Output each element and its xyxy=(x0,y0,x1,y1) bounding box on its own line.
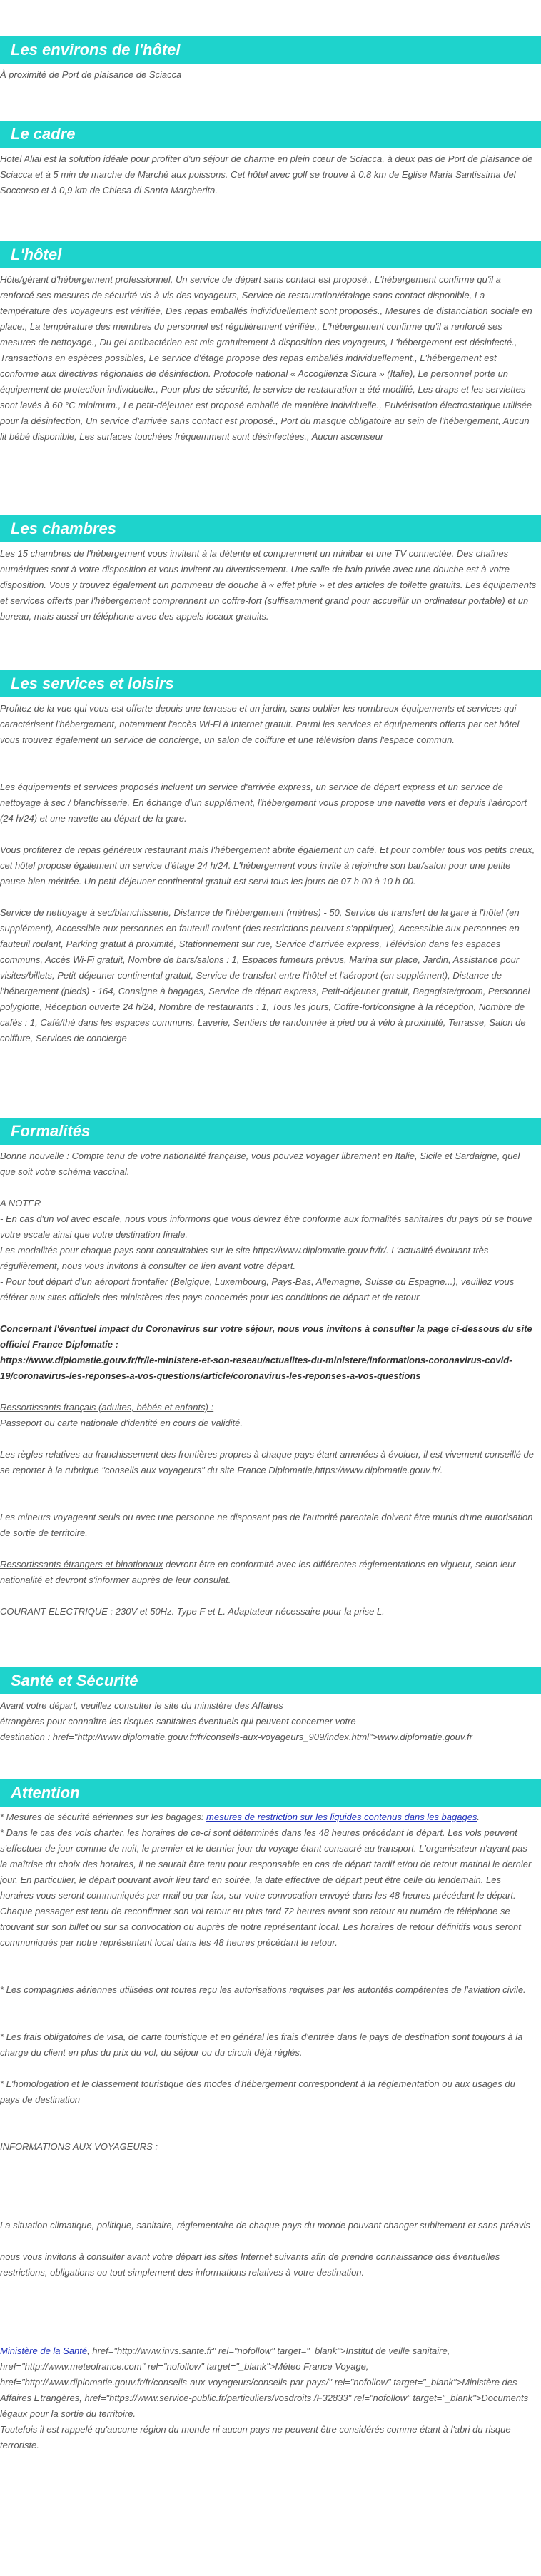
section-header-environs: Les environs de l'hôtel xyxy=(0,36,541,64)
homologation: * L'homologation et le classement touristique des modes d'hébergement correspondent à la réglementation ou aux usages du pays de destination xyxy=(0,2079,515,2105)
section-header-attention: Attention xyxy=(0,1779,541,1807)
services-p2: Les équipements et services proposés incluent un service d'arrivée express, un service de départ express et un service de nettoyage à sec / blanchisserie. En échange d'un supplément, l'hébergement vous propose une navette vers et depuis l'aéroport (24 h/24) et une navette au départ de la gare. xyxy=(0,782,527,824)
ressortissants-francais-heading: Ressortissants français (adultes, bébés et enfants) : xyxy=(0,1402,214,1413)
mineurs-text: Les mineurs voyageant seuls ou avec une personne ne disposant pas de l'autorité parentale doivent être munis d'une autorisation de sortie de territoire. xyxy=(0,1512,533,1538)
section-header-cadre: Le cadre xyxy=(0,121,541,148)
liens-utiles xyxy=(0,2343,537,2422)
sante-line-3: destination : href="http://www.diplomatie.gouv.fr/fr/conseils-aux-voyageurs_909/index.html">www.diplomatie.gouv.fr xyxy=(0,1732,472,1742)
ressortissants-etrangers-heading: Ressortissants étrangers et binationaux xyxy=(0,1559,163,1570)
sante-line-1: Avant votre départ, veuillez consulter le site du ministère des Affaires xyxy=(0,1700,283,1711)
services-p1: Profitez de la vue qui vous est offerte depuis une terrasse et un jardin, sans oublier les nombreux équipements et services qui caractérisent l'hébergement, notamment l'accès Wi-Fi à Internet gratuit. Parmi les services et équipements offerts par cet hôtel vous trouvez également un service de concierge, un salon de coiffure et une télévision dans l'espace commun. xyxy=(0,703,520,745)
anoter-frontalier: - Pour tout départ d'un aéroport frontalier (Belgique, Luxembourg, Pays-Bas, Allemagne, Suisse ou Espagne...), veuillez vous référer aux sites officiels des ministères des pays concernés pour les conditions de départ et de retour. xyxy=(0,1276,515,1303)
ressortissants-etrangers-text: devront être en conformité avec les différentes réglementations en vigueur, selon leur nationalité et devront s'informer auprès de leur consulat. xyxy=(0,1559,516,1585)
cadre-text: Hotel Aliai est la solution idéale pour profiter d'un séjour de charme en plein cœur de Sciacca, à deux pas de Port de plaisance de Sciacca et à 5 min de marche de Marché aux poissons. Cet hôtel avec golf se trouve à 0.8 km de Eglise Maria Santissima del Soccorso et à 0,9 km de Chiesa di Santa Margherita. xyxy=(0,153,533,196)
coronavirus-link[interactable]: https://www.diplomatie.gouv.fr/fr/le-ministere-et-son-reseau/actualites-du-ministere/informations-coronavirus-covid-19/coronavirus-les-reponses-a-vos-questions/article/coronavirus-les-reponses-a-vos-questions xyxy=(0,1355,512,1381)
consulter-text: nous vous invitons à consulter avant votre départ les sites Internet suivants afin de prendre connaissance des éventuelles restrictions, obligations ou tout simplement des informations relatives à votre destination. xyxy=(0,2251,500,2278)
anoter-modalites: Les modalités pour chaque pays sont consultables sur le site https://www.diplomatie.gouv.fr/fr/. L'actualité évoluant très régulièrement, nous vous invitons à consulter ce lien avant votre départ. xyxy=(0,1245,489,1271)
section-header-chambres: Les chambres xyxy=(0,515,541,542)
services-p4: Service de nettoyage à sec/blanchisserie, Distance de l'hébergement (mètres) - 50, Service de transfert de la gare à l'hôtel (en supplément), Accessible aux personnes en fauteuil roulant (des restrictions peuvent s'appliquer), Accessible aux personnes en fauteuil roulant, Parking gratuit à proximité, Stationnement sur rue, Service d'arrivée express, Télévision dans les espaces communs, Accès Wi-Fi gratuit, Nombre de bars/salons : 1, Espaces fumeurs prévus, Marina sur place, Jardin, Assistance pour visites/billets, Petit-déjeuner continental gratuit, Service de transfert entre l'hôtel et l'aéroport (en supplément), Distance de l'hébergement (pieds) - 164, Consigne à bagages, Service de départ express, Petit-déjeuner gratuit, Bagagiste/groom, Personnel polyglotte, Réception ouverte 24 h/24, Nombre de restaurants : 1, Tous les jours, Coffre-fort/consigne à la réception, Nombre de cafés : 1, Café/thé dans les espaces communs, Laverie, Sentiers de randonnée à pied ou à vélo à proximité, Terrasse, Salon de coiffure, Services de concierge xyxy=(0,907,530,1044)
mesures-securite-end: . xyxy=(477,1812,480,1822)
services-p3: Vous profiterez de repas généreux restaurant mais l'hébergement abrite également un café. Et pour combler tous vos petits creux, cet hôtel propose également un service d'étage 24 h/24. L'hébergement vous invite à rejoindre son bar/salon pour une petite pause bien méritée. Un petit-déjeuner continental gratuit est servi tous les jours de 07 h 00 à 10 h 00. xyxy=(0,844,535,887)
situation-text: La situation climatique, politique, sanitaire, réglementaire de chaque pays du monde pouvant changer subitement et sans préavis xyxy=(0,2220,530,2231)
anoter-escale: - En cas d'un vol avec escale, nous vous informons que vous devrez être conforme aux formalités sanitaires du pays où se trouve votre escale ainsi que votre destination finale. xyxy=(0,1213,533,1240)
sante-line-2: étrangères pour connaître les risques sanitaires éventuels qui peuvent concerner votre xyxy=(0,1716,356,1727)
section-header-hotel: L'hôtel xyxy=(0,241,541,268)
frais-visa: * Les frais obligatoires de visa, de carte touristique et en général les frais d'entrée dans le pays de destination sont toujours à la charge du client en plus du prix du vol, du séjour ou du circuit déjà réglés. xyxy=(0,2031,523,2058)
anoter-heading: A NOTER xyxy=(0,1198,41,1208)
section-header-services: Les services et loisirs xyxy=(0,670,541,697)
ministere-sante-link[interactable]: Ministère de la Santé xyxy=(0,2345,88,2356)
compagnies-aeriennes: * Les compagnies aériennes utilisées ont toutes reçu les autorisations requises par les autorités compétentes de l'aviation civile. xyxy=(0,1984,526,1995)
hotel-text: Hôte/gérant d'hébergement professionnel, Un service de départ sans contact est proposé., L'hébergement confirme qu'il a renforcé ses mesures de sécurité vis-à-vis des voyageurs, Service de restauration/étalage sans contact disponible, La température des voyageurs est vérifiée, Des repas emballés individuellement sont proposés., Mesures de distanciation sociale en place., La température des membres du personnel est régulièrement vérifiée., L'hébergement confirme qu'il a renforcé ses mesures de nettoyage., Du gel antibactérien est mis gratuitement à disposition des voyageurs, L'hébergement est désinfecté., Transactions en espèces possibles, Le service d'étage propose des repas emballés individuellement., L'hébergement est conforme aux directives régionales de désinfection. Protocole national « Accoglienza Sicura » (Italie), Le personnel porte un équipement de protection individuelle., Pour plus de sécurité, le service de restauration a été modifié, Les draps et les serviettes sont lavés à 60 °C minimum., Le petit-déjeuner est proposé emballé de manière individuelle., Pulvérisation électrostatique utilisée pour la désinfection, Un service d'arrivée sans contact est proposé., Port du masque obligatoire au sein de l'hébergement, Aucun lit bébé disponible, Les surfaces touchées fréquemment sont désinfectées., Aucun ascenseur xyxy=(0,274,532,442)
liquides-restriction-link[interactable]: mesures de restriction sur les liquides contenus dans les bagages xyxy=(206,1812,477,1822)
risque-terroriste: Toutefois il est rappelé qu'aucune région du monde ni aucun pays ne peuvent être considérés comme étant à l'abri du risque terroriste. xyxy=(0,2424,511,2450)
mesures-securite xyxy=(0,1809,537,1825)
mesures-securite-label: * Mesures de sécurité aériennes sur les bagages: xyxy=(0,1812,207,1822)
ressortissants-francais-text: Passeport ou carte nationale d'identité en cours de validité. xyxy=(0,1418,243,1428)
regles-frontieres: Les règles relatives au franchissement des frontières propres à chaque pays étant amenées à évoluer, il est vivement conseillé de se reporter à la rubrique "conseils aux voyageurs" du site France Diplomatie,https://www.diplomatie.gouv.fr/. xyxy=(0,1449,534,1475)
liens-utiles-text: , href="http://www.invs.sante.fr" rel="nofollow" target="_blank">Institut de veille sanitaire, href="http://www.meteofrance.com" rel="nofollow" target="_blank">Méteo France Voyage, href="http://www.diplomatie.gouv.fr/fr/conseils-aux-voyageurs/conseils-par-pays/" rel="nofollow" target="_blank">Ministère des Affaires Etrangères, href="https://www.service-public.fr/particuliers/vosdroits /F32833" rel="nofollow" target="_blank">Documents légaux pour la sortie du territoire. xyxy=(0,2345,529,2419)
section-header-sante: Santé et Sécurité xyxy=(0,1667,541,1694)
horaires-vols: * Dans le cas des vols charter, les horaires de ce-ci sont déterminés dans les 48 heures précédant le départ. Les vols peuvent s'effectuer de jour comme de nuit, le premier et le dernier jour du voyage étant consacré au transport. L'organisateur n'ayant pas la maîtrise du choix des horaires, il ne saurait être tenu pour responsable en cas de départ tardif et/ou de retour matinal le dernier jour. En particulier, le départ pouvant avoir lieu tard en soirée, la date effective de départ peut être celle du lendemain. Les horaires vous seront communiqués par mail ou par fax, sur votre convocation envoyé dans les 48 heures précédant le départ. Chaque passager est tenu de reconfirmer son vol retour au plus tard 72 heures avant son retour au numéro de téléphone se trouvant sur son billet ou sur sa convocation ou auprès de notre représentant local. Les horaires de retour définitifs vous seront communiqués par notre représentant local dans les 48 heures précédant le retour. xyxy=(0,1827,532,1948)
courant-electrique: COURANT ELECTRIQUE : 230V et 50Hz. Type F et L. Adaptateur nécessaire pour la prise L. xyxy=(0,1606,385,1617)
chambres-text: Les 15 chambres de l'hébergement vous invitent à la détente et comprennent un minibar et une TV connectée. Des chaînes numériques sont à votre disposition et vous invitent au divertissement. Une salle de bain privée avec une douche est à votre disposition. Vous y trouvez également un pommeau de douche à « effet pluie » et des articles de toilette gratuits. Les équipements et services offerts par l'hébergement comprennent un coffre-fort (suffisamment grand pour accueillir un ordinateur portable) et un bureau, mais aussi un téléphone avec des appels locaux gratuits. xyxy=(0,548,537,622)
coronavirus-notice: Concernant l'éventuel impact du Coronavirus sur votre séjour, nous vous invitons à consulter la page ci-dessous du site officiel France Diplomatie : xyxy=(0,1323,532,1350)
environs-text: À proximité de Port de plaisance de Sciacca xyxy=(0,69,182,80)
formalites-intro: Bonne nouvelle : Compte tenu de votre nationalité française, vous pouvez voyager librement en Italie, Sicile et Sardaigne, quel que soit votre schéma vaccinal. xyxy=(0,1151,520,1177)
section-header-formalites: Formalités xyxy=(0,1118,541,1145)
infos-voyageurs-heading: INFORMATIONS AUX VOYAGEURS : xyxy=(0,2141,158,2152)
ressortissants-etrangers xyxy=(0,1557,537,1588)
